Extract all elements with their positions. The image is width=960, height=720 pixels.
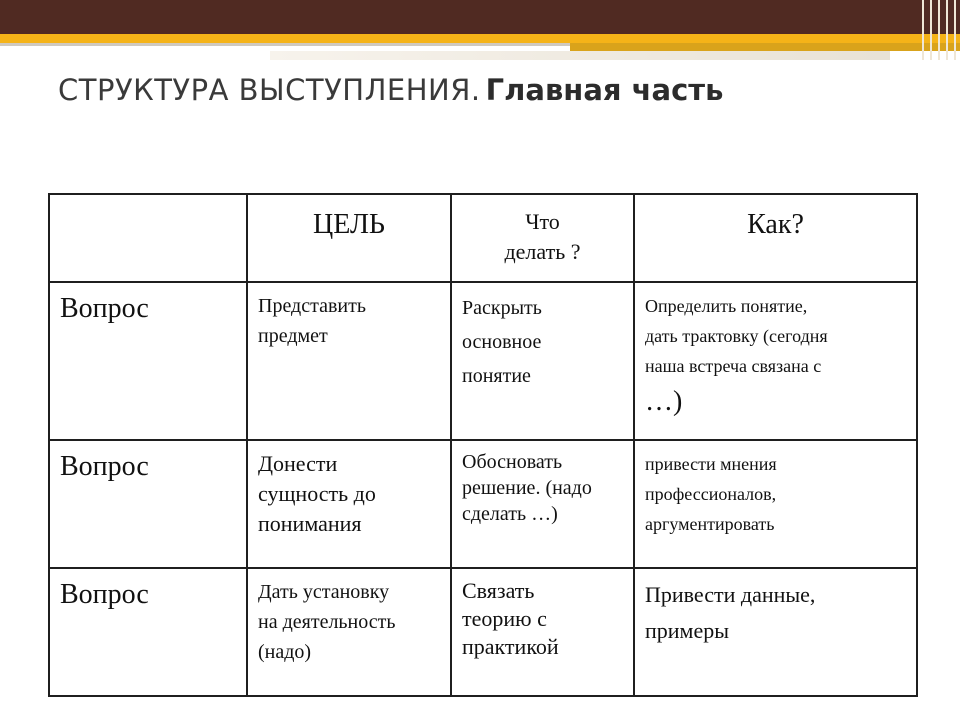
goal-cell: Донести сущность до понимания (247, 440, 451, 568)
table-row (49, 568, 917, 696)
accent-shadow (0, 43, 570, 46)
goal-cell: Дать установку на деятельность (надо) (247, 568, 451, 696)
row-label: Вопрос (49, 568, 247, 696)
corner-decoration (916, 0, 960, 60)
header-band (0, 0, 960, 34)
row-label: Вопрос (49, 440, 247, 568)
how-cell: Привести данные, примеры (634, 568, 917, 696)
table-header-row (49, 194, 917, 282)
accent-band (0, 34, 960, 43)
accent-band-secondary (570, 43, 960, 51)
header-what-line1: Что (525, 209, 560, 234)
header-what-line2: делать ? (504, 239, 581, 264)
what-cell: Раскрыть основное понятие (451, 282, 634, 440)
what-cell: Обосновать решение. (надо сделать …) (451, 440, 634, 568)
row-label: Вопрос (49, 282, 247, 440)
title-part1: СТРУКТУРА ВЫСТУПЛЕНИЯ. (58, 73, 481, 107)
how-cell: Определить понятие, дать трактовку (сегодня наша встреча связана с …) (634, 282, 917, 440)
goal-cell: Представить предмет (247, 282, 451, 440)
structure-table (48, 193, 918, 697)
title-part2: Главная часть (485, 73, 724, 107)
header-cell-goal: ЦЕЛЬ (247, 194, 451, 282)
what-cell: Связать теорию с практикой (451, 568, 634, 696)
slide-title (58, 73, 723, 107)
table-row (49, 440, 917, 568)
header-cell-empty (49, 194, 247, 282)
accent-highlight (270, 51, 890, 60)
table-row (49, 282, 917, 440)
header-cell-how: Как? (634, 194, 917, 282)
header-cell-what (451, 194, 634, 282)
how-cell: привести мнения профессионалов, аргументировать (634, 440, 917, 568)
